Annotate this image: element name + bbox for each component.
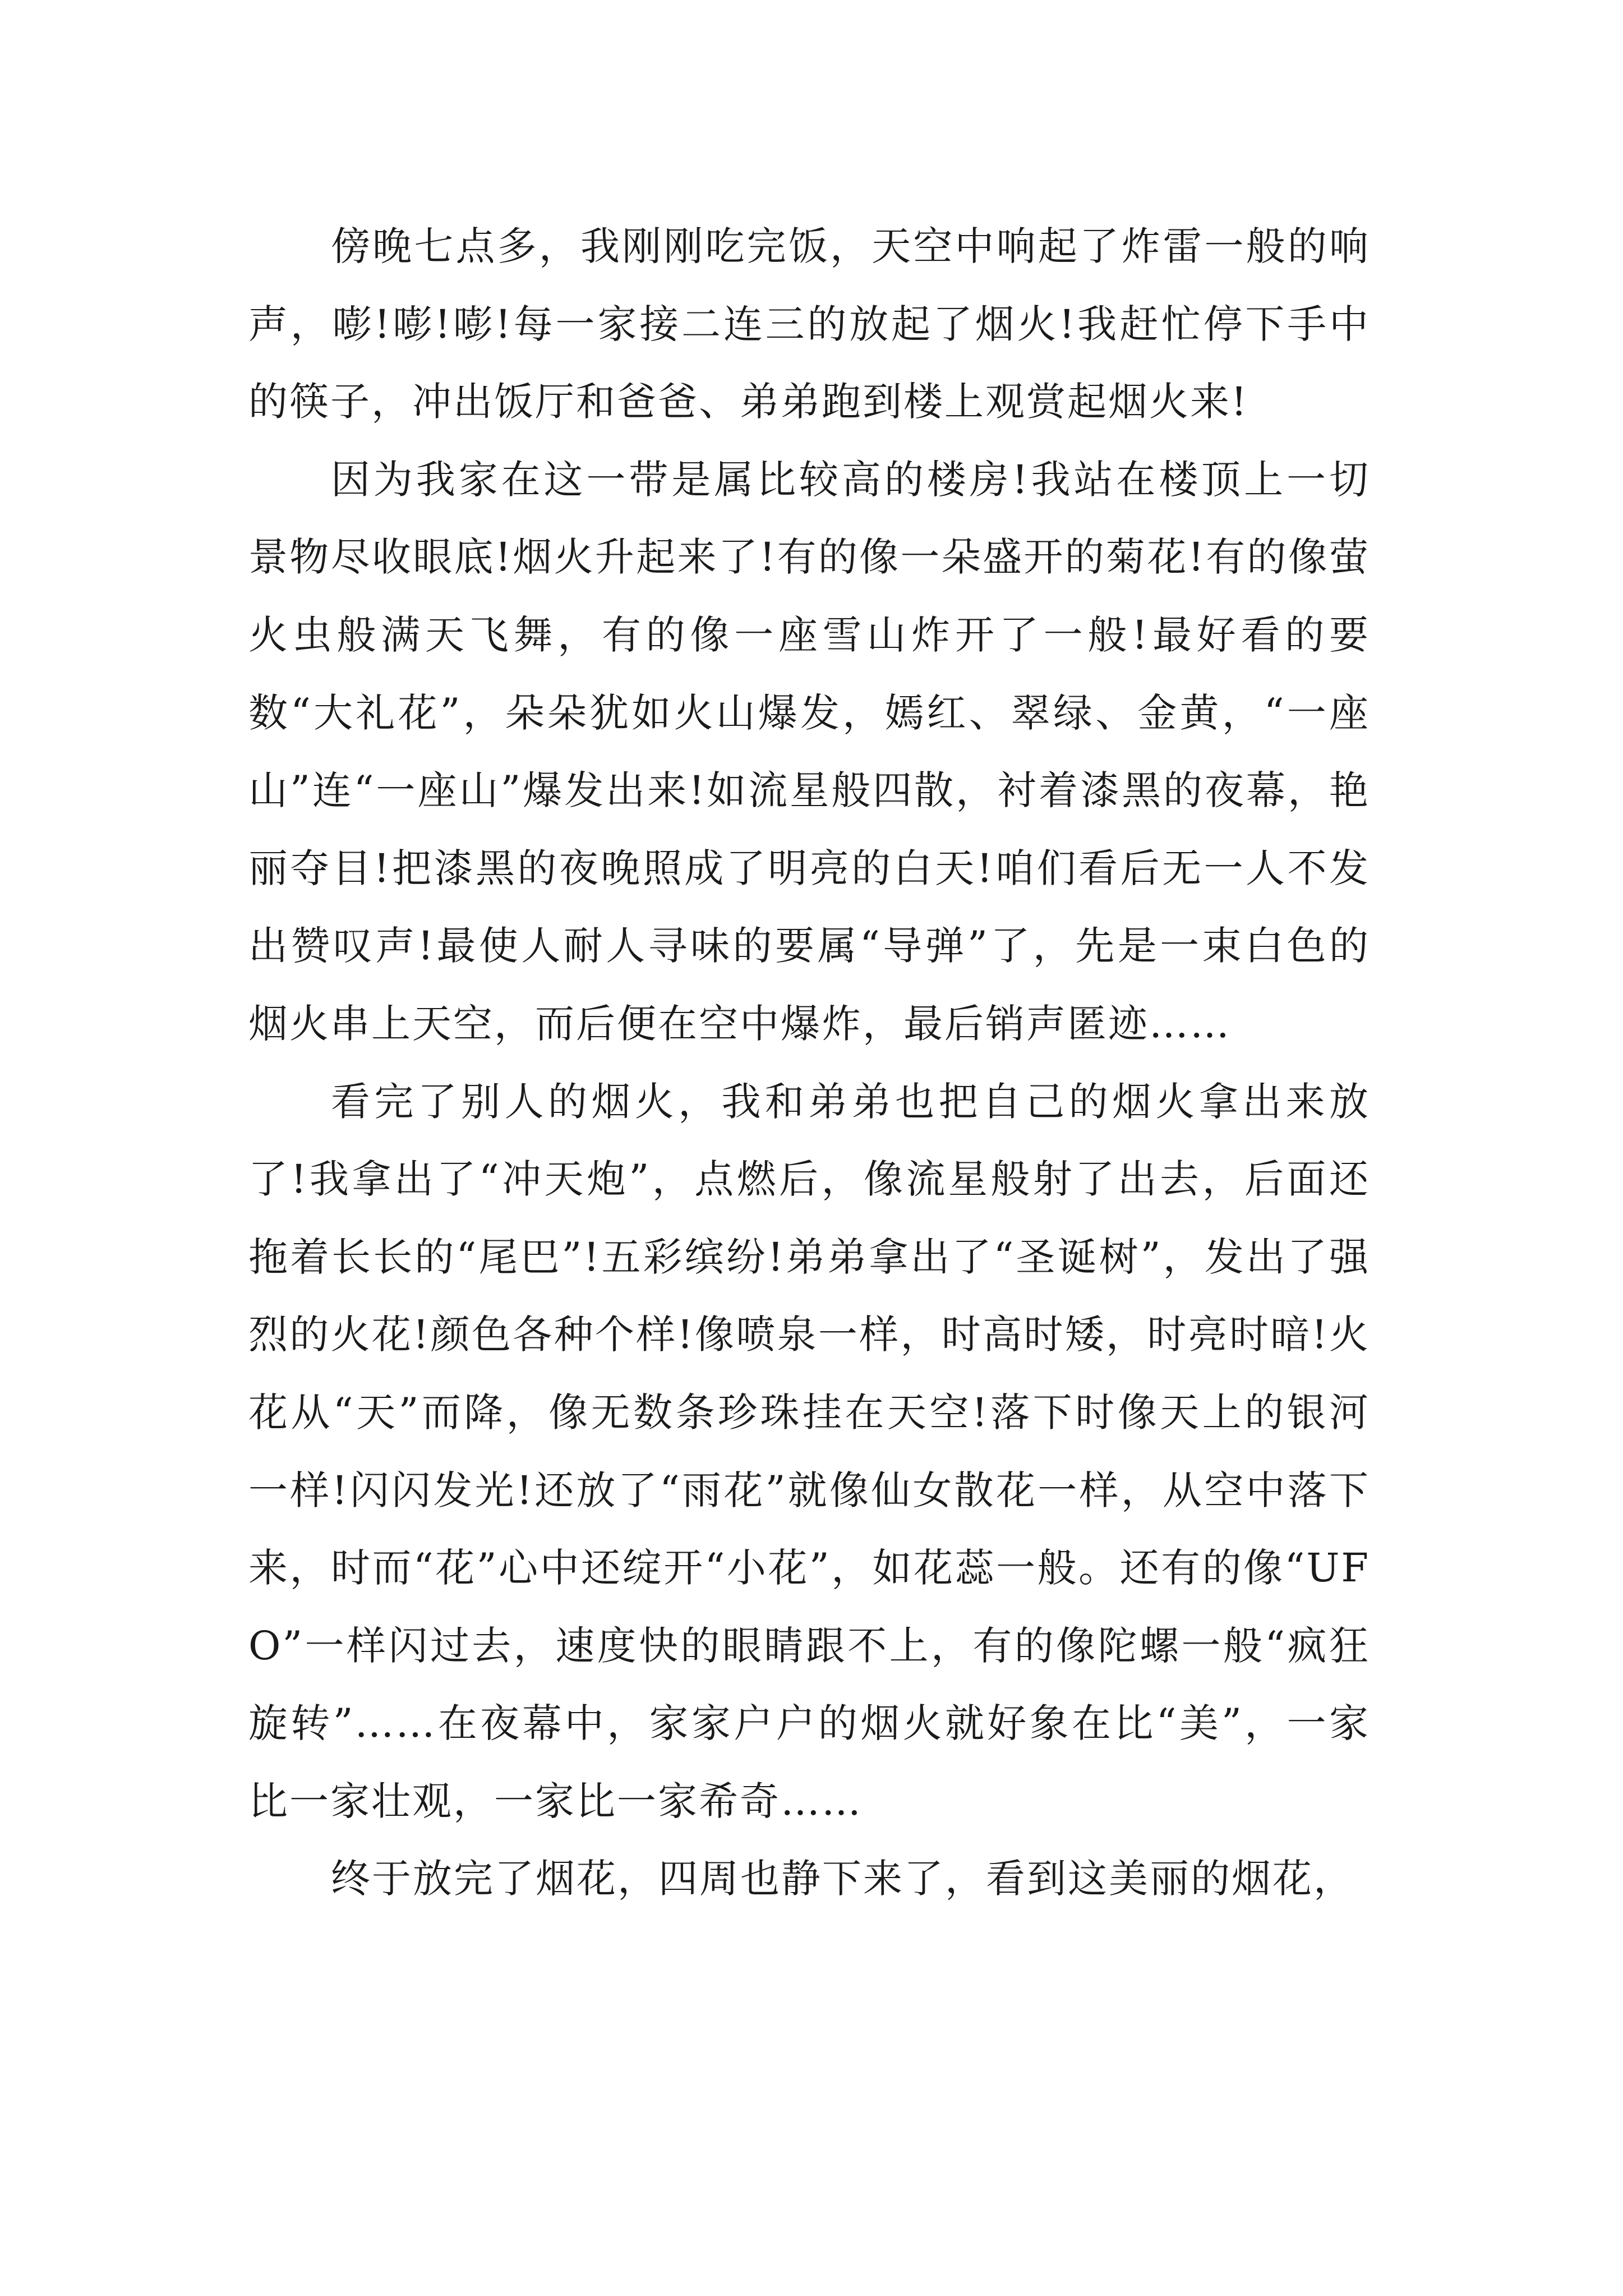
body-text	[248, 208, 1370, 1918]
paragraph-4: 终于放完了烟花，四周也静下来了，看到这美丽的烟花，	[331, 1856, 1354, 1902]
paragraph-1: 傍晚七点多，我刚刚吃完饭，天空中响起了炸雷一般的响声，嘭!嘭!嘭!每一家接二连三的放起了烟火!我赶忙停下手中的筷子，冲出饭厅和爸爸、弟弟跑到楼上观赏起烟火来!	[248, 223, 1370, 425]
paragraph-2: 因为我家在这一带是属比较高的楼房!我站在楼顶上一切景物尽收眼底!烟火升起来了!有的像一朵盛开的菊花!有的像萤火虫般满天飞舞，有的像一座雪山炸开了一般!最好看的要数“大礼花”，朵朵犹如火山爆发，嫣红、翠绿、金黄，“一座山”连“一座山”爆发出来!如流星般四散，衬着漆黑的夜幕，艳丽夺目!把漆黑的夜晚照成了明亮的白天!咱们看后无一人不发出赞叹声!最使人耐人寻味的要属“导弹”了，先是一束白色的烟火串上天空，而后便在空中爆炸，最后销声匿迹……	[248, 456, 1370, 1047]
paragraph-3: 看完了别人的烟火，我和弟弟也把自己的烟火拿出来放了!我拿出了“冲天炮”，点燃后，像流星般射了出去，后面还拖着长长的“尾巴”!五彩缤纷!弟弟拿出了“圣诞树”，发出了强烈的火花!颜色各种个样!像喷泉一样，时高时矮，时亮时暗!火花从“天”而降，像无数条珍珠挂在天空!落下时像天上的银河一样!闪闪发光!还放了“雨花”就像仙女散花一样，从空中落下来，时而“花”心中还绽开“小花”，如花蕊一般。还有的像“UFO”一样闪过去，速度快的眼睛跟不上，有的像陀螺一般“疯狂旋转”……在夜幕中，家家户户的烟火就好象在比“美”，一家比一家壮观，一家比一家希奇……	[248, 1078, 1370, 1824]
